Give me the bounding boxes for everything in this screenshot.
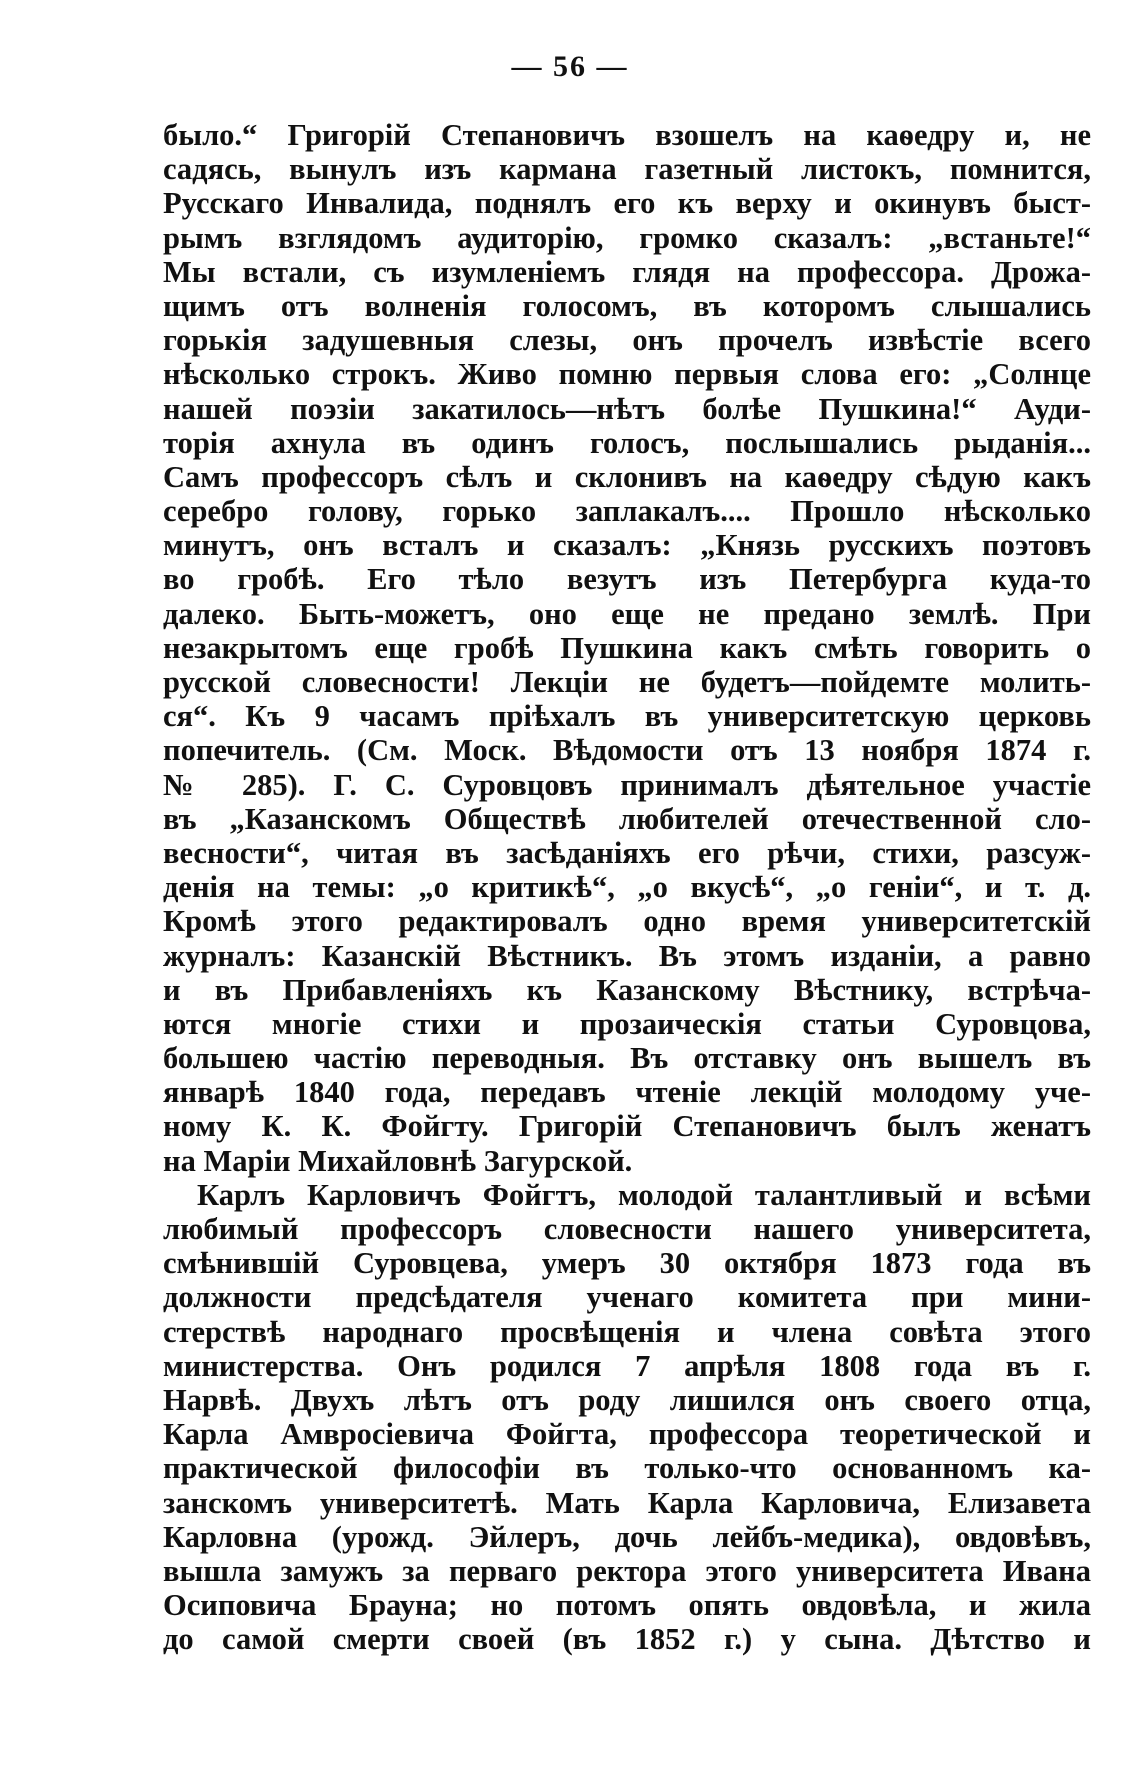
paragraph bbox=[163, 1178, 1091, 1657]
text-line: вышла замужъ за перваго ректора этого университета Ивана bbox=[163, 1553, 1091, 1588]
text-line: ся“. Къ 9 часамъ пріѣхалъ въ университетскую церковь bbox=[163, 699, 1091, 734]
text-line: Нарвѣ. Двухъ лѣтъ отъ роду лишился онъ своего отца, bbox=[163, 1382, 1091, 1417]
text-line: на Маріи Михайловнѣ Загурской. bbox=[163, 1143, 633, 1178]
text-line: Самъ профессоръ сѣлъ и склонивъ на каѳедру сѣдую какъ bbox=[163, 459, 1091, 494]
text-line: нѣсколько строкъ. Живо помню первыя слова его: „Солнце bbox=[163, 357, 1091, 392]
text-line: Осиповича Брауна; но потомъ опять овдовѣла, и жила bbox=[163, 1588, 1091, 1623]
text-line: рымъ взглядомъ аудиторію, громко сказалъ: „встаньте!“ bbox=[163, 220, 1091, 255]
text-line: любимый профессоръ словесности нашего университета, bbox=[163, 1212, 1091, 1246]
text-line: во гробѣ. Его тѣло везутъ изъ Петербурга куда-то bbox=[163, 562, 1091, 597]
text-line: нашей поэзіи закатилось—нѣтъ болѣе Пушкина!“ Ауди- bbox=[163, 391, 1091, 426]
text-line: далеко. Быть-можетъ, оно еще не предано землѣ. При bbox=[163, 596, 1091, 631]
text-line: Мы встали, съ изумленіемъ глядя на профессора. Дрожа- bbox=[163, 254, 1091, 289]
text-line: № 285). Г. С. Суровцовъ принималъ дѣятельное участіе bbox=[163, 767, 1091, 802]
paragraph bbox=[163, 118, 1091, 1178]
text-line: журналъ: Казанскій Вѣстникъ. Въ этомъ изданіи, а равно bbox=[163, 938, 1091, 973]
page-number: — 56 — bbox=[511, 50, 629, 83]
text-line: попечитель. (См. Моск. Вѣдомости отъ 13 ноября 1874 г. bbox=[163, 733, 1091, 768]
text-line: минутъ, онъ всталъ и сказалъ: „Князь русскихъ поэтовъ bbox=[163, 528, 1091, 563]
text-line: Карлъ Карловичъ Фойгтъ, молодой талантливый и всѣми bbox=[197, 1177, 1091, 1212]
text-line: большею частію переводныя. Въ отставку онъ вышелъ въ bbox=[163, 1041, 1091, 1076]
text-line: министерства. Онъ родился 7 апрѣля 1808 года въ г. bbox=[163, 1348, 1091, 1383]
text-line: незакрытомъ еще гробѣ Пушкина какъ смѣть говорить о bbox=[163, 630, 1091, 665]
text-line: Русскаго Инвалида, поднялъ его къ верху и окинувъ быст- bbox=[163, 186, 1091, 221]
text-line: въ „Казанскомъ Обществѣ любителей отечественной сло- bbox=[163, 801, 1091, 836]
page-body bbox=[163, 118, 1091, 1656]
text-line: денія на темы: „о критикѣ“, „о вкусѣ“, „о геніи“, и т. д. bbox=[163, 870, 1091, 905]
text-line: Кромѣ этого редактировалъ одно время университетскій bbox=[163, 904, 1091, 939]
text-line: Карла Амвросіевича Фойгта, профессора теоретической и bbox=[163, 1417, 1091, 1452]
text-line: горькія задушевныя слезы, онъ прочелъ извѣстіе всего bbox=[163, 323, 1091, 358]
text-line: серебро голову, горько заплакалъ.... Прошло нѣсколько bbox=[163, 494, 1091, 529]
text-line: торія ахнула въ одинъ голосъ, послышались рыданія... bbox=[163, 425, 1091, 460]
text-line: было.“ Григорій Степановичъ взошелъ на каѳедру и, не bbox=[163, 118, 1091, 152]
text-line: стерствѣ народнаго просвѣщенія и члена совѣта этого bbox=[163, 1314, 1091, 1349]
text-line: щимъ отъ волненія голосомъ, въ которомъ слышались bbox=[163, 288, 1091, 323]
text-line: до самой смерти своей (въ 1852 г.) у сына. Дѣтство и bbox=[163, 1622, 1091, 1657]
text-line: и въ Прибавленіяхъ къ Казанскому Вѣстнику, встрѣча- bbox=[163, 972, 1091, 1007]
text-line: весности“, читая въ засѣданіяхъ его рѣчи, стихи, разсуж- bbox=[163, 835, 1091, 870]
text-line: смѣнившій Суровцева, умеръ 30 октября 1873 года въ bbox=[163, 1246, 1091, 1281]
text-line: практической философіи въ только-что основанномъ ка- bbox=[163, 1451, 1091, 1486]
text-line: русской словесности! Лекціи не будетъ—пойдемте молить- bbox=[163, 665, 1091, 699]
text-line: Карловна (урожд. Эйлеръ, дочь лейбъ-медика), овдовѣвъ, bbox=[163, 1519, 1091, 1554]
text-line: занскомъ университетѣ. Мать Карла Карловича, Елизавета bbox=[163, 1485, 1091, 1520]
text-line: январѣ 1840 года, передавъ чтеніе лекцій молодому уче- bbox=[163, 1075, 1091, 1110]
text-line: ному К. К. Фойгту. Григорій Степановичъ былъ женатъ bbox=[163, 1109, 1091, 1144]
text-line: ются многіе стихи и прозаическія статьи Суровцова, bbox=[163, 1006, 1091, 1041]
text-line: садясь, вынулъ изъ кармана газетный листокъ, помнится, bbox=[163, 152, 1091, 187]
text-line: должности предсѣдателя ученаго комитета при мини- bbox=[163, 1280, 1091, 1315]
